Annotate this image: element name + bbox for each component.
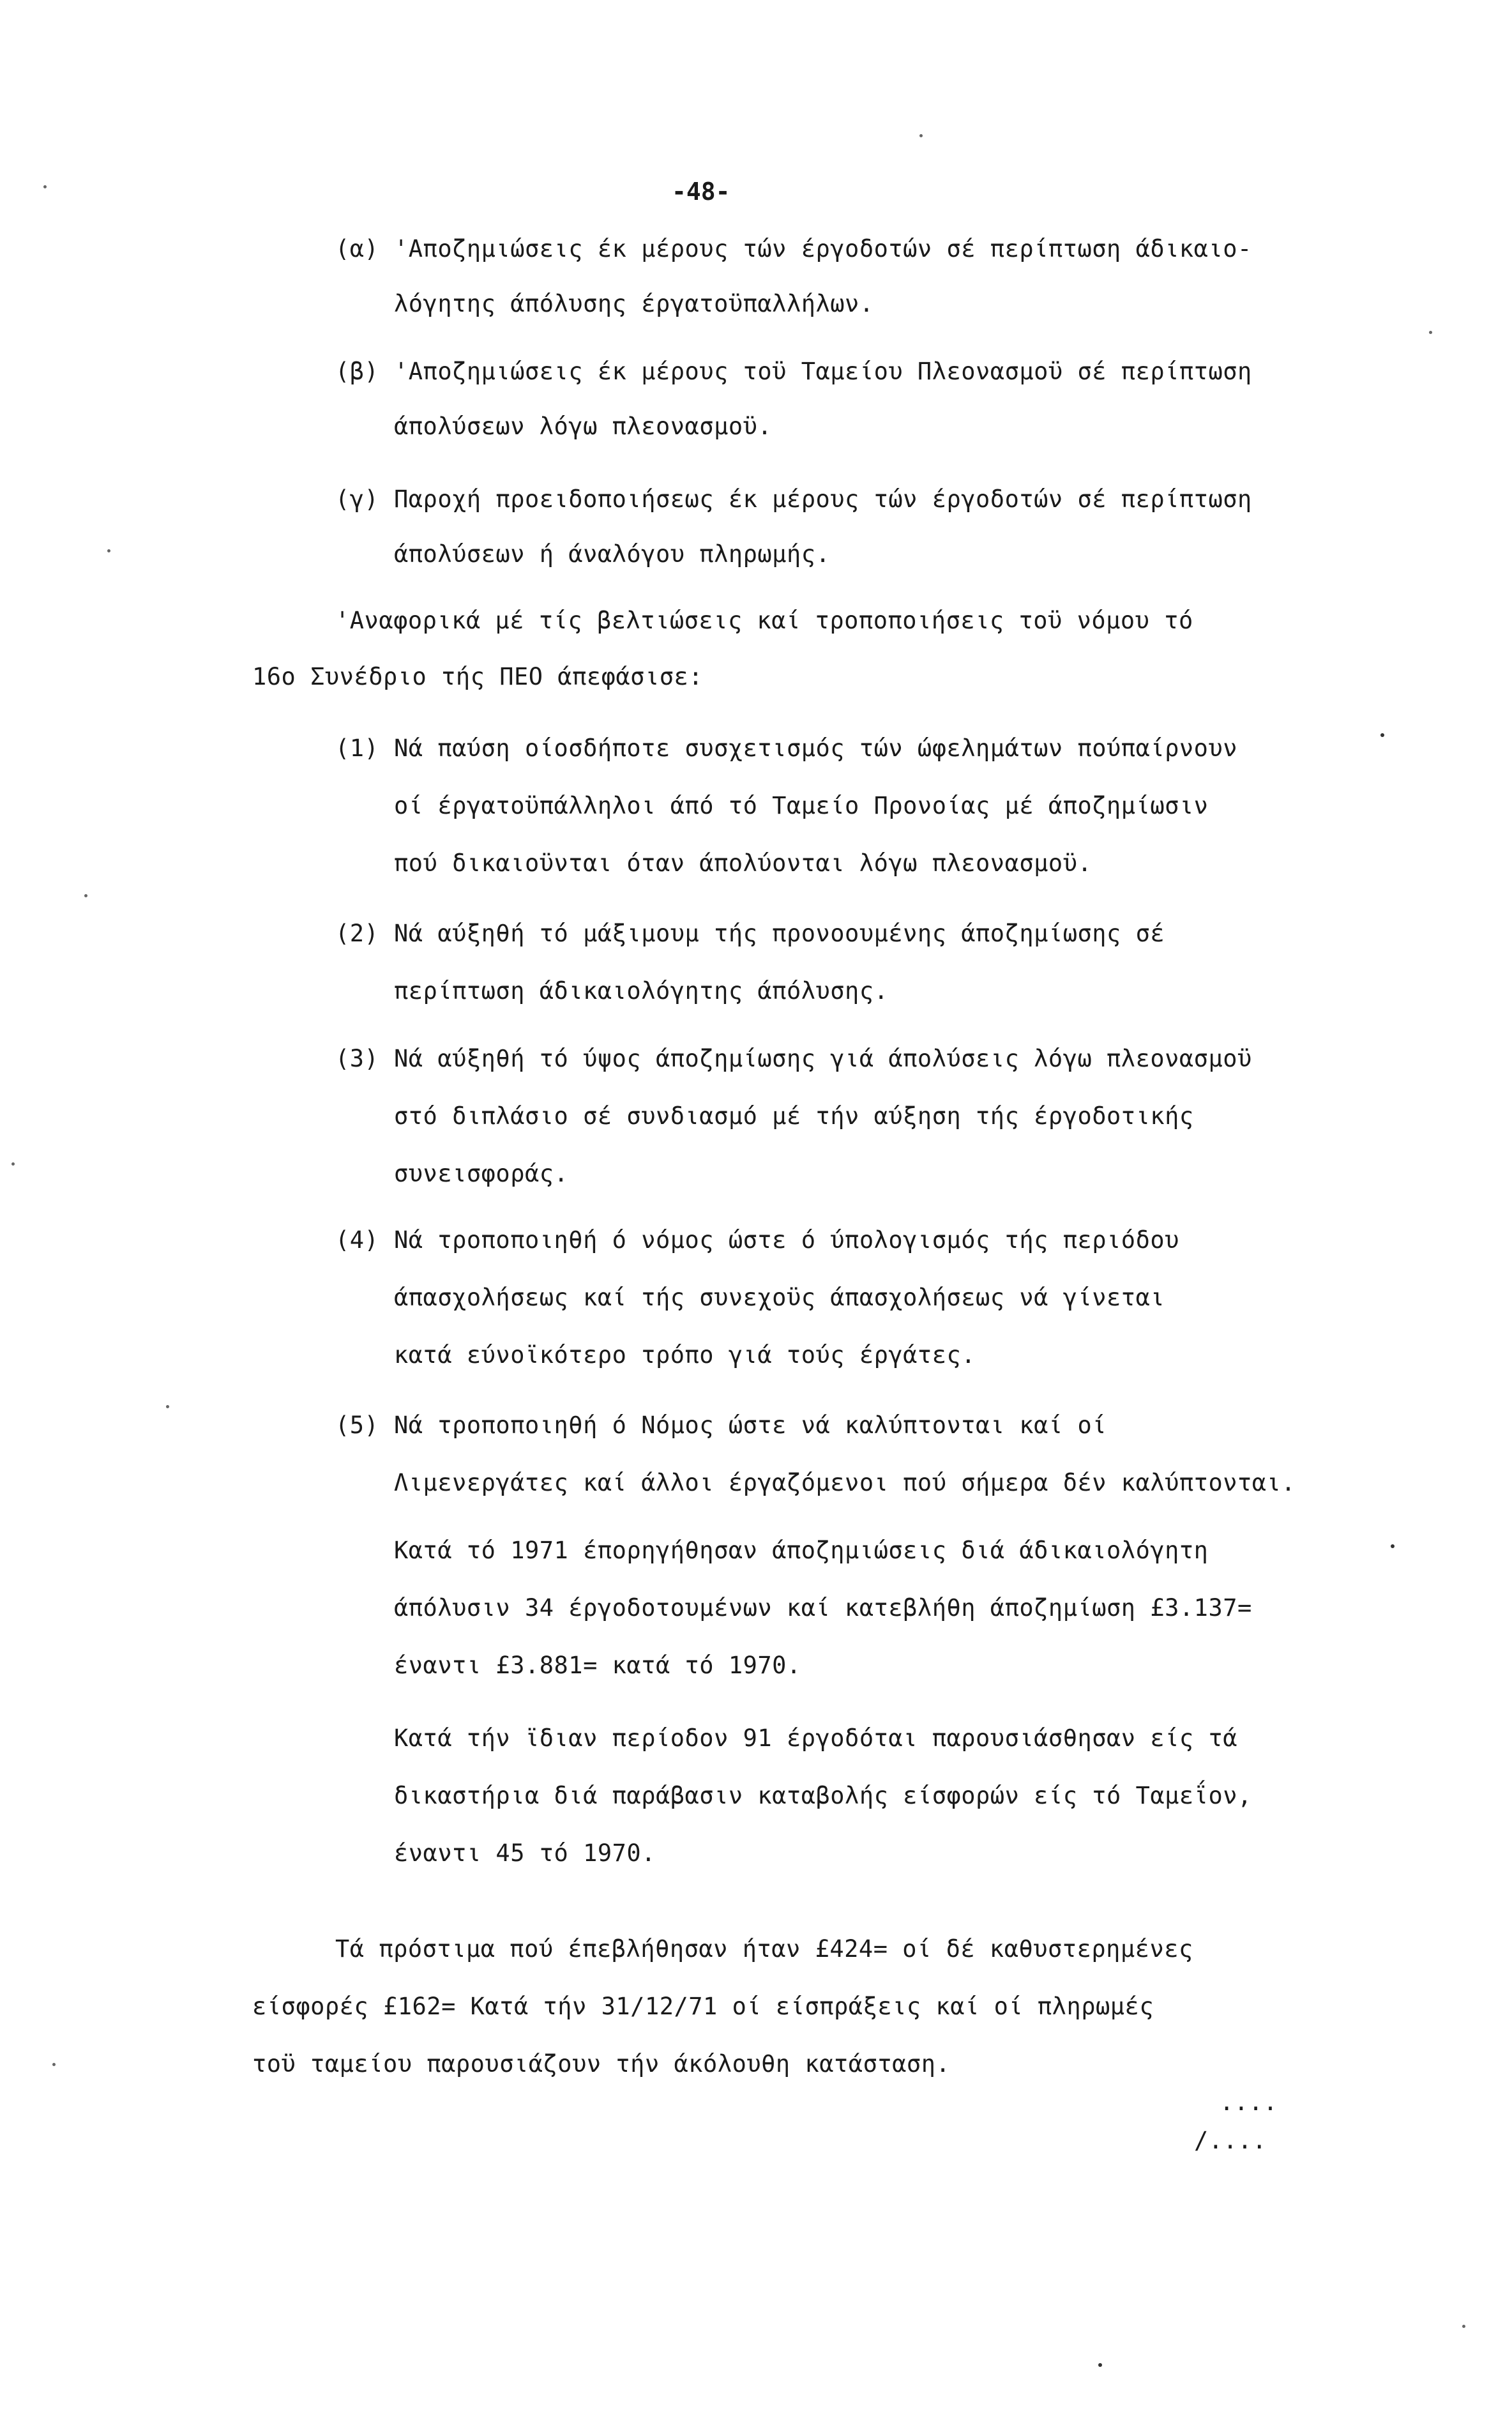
paragraph-1971-line-2: άπόλυσιν 34 έργοδοτουμένων καί κατεβλήθη άποζημίωση £3.137=: [394, 1594, 1252, 1622]
paragraph-1971-line-1: Κατά τό 1971 έπορηγήθησαν άποζημιώσεις διά άδικαιολόγητη: [394, 1537, 1209, 1564]
resolution-4-line-2: άπασχολήσεως καί τής συνεχοϋς άπασχολήσεως νά γίνεται: [394, 1284, 1165, 1311]
item-beta-line-1: (β) 'Αποζημιώσεις έκ μέρους τοϋ Ταμείου Πλεονασμοϋ σέ περίπτωση: [335, 358, 1252, 385]
scan-speck: [43, 185, 47, 188]
resolution-2-line-1: (2) Νά αύξηθή τό μάξιμουμ τής προνοουμένης άποζημίωσης σέ: [335, 920, 1165, 947]
scan-speck: [1429, 331, 1432, 334]
scan-speck: [919, 134, 923, 137]
resolution-1-line-2: οί έργατοϋπάλληλοι άπό τό Ταμείο Προνοίας μέ άποζημίωσιν: [394, 792, 1209, 819]
resolution-3-line-3: συνεισφοράς.: [394, 1160, 569, 1187]
resolution-2-line-2: περίπτωση άδικαιολόγητης άπόλυσης.: [394, 977, 889, 1005]
paragraph-courts-line-1: Κατά τήν ϊδιαν περίοδον 91 έργοδόται παρουσιάσθησαν είς τά: [394, 1724, 1238, 1752]
item-beta-line-2: άπολύσεων λόγω πλεονασμοϋ.: [394, 413, 773, 440]
scan-speck: [107, 549, 110, 552]
resolution-4-line-3: κατά εύνοϊκότερο τρόπο γιά τούς έργάτες.: [394, 1341, 976, 1369]
item-gamma-label: (γ): [335, 485, 379, 513]
paragraph-fines-line-1: Τά πρόστιμα πού έπεβλήθησαν ήταν £424= οί δέ καθυστερημένες: [335, 1935, 1193, 1963]
scan-mark: [1391, 1544, 1395, 1548]
paragraph-fines-line-2: είσφορές £162= Κατά τήν 31/12/71 οί είσπράξεις καί οί πληρωμές: [252, 1993, 1154, 2020]
resolution-2-label: (2): [335, 920, 379, 947]
resolution-5-line-2: Λιμενεργάτες καί άλλοι έργαζόμενοι πού σήμερα δέν καλύπτονται.: [394, 1469, 1296, 1496]
scan-mark: [1380, 733, 1384, 737]
item-gamma-line-2: άπολύσεων ή άναλόγου πληρωμής.: [394, 540, 831, 568]
item-beta-label: (β): [335, 358, 379, 385]
page-number: -48-: [672, 178, 730, 206]
resolution-3-line-1: (3) Νά αύξηθή τό ύψος άποζημίωσης γιά άπολύσεις λόγω πλεονασμοϋ: [335, 1045, 1252, 1072]
resolution-4-label: (4): [335, 1226, 379, 1254]
continuation-marker: /....: [1194, 2127, 1267, 2154]
item-alpha-line-2: λόγητης άπόλυσης έργατοϋπαλλήλων.: [394, 290, 874, 317]
scan-speck: [84, 894, 87, 897]
paragraph-fines-line-3: τοϋ ταμείου παρουσιάζουν τήν άκόλουθη κατάσταση.: [252, 2050, 951, 2078]
scan-speck: [52, 2063, 56, 2066]
resolution-5-line-1: (5) Νά τροποποιηθή ό Νόμος ώστε νά καλύπτονται καί οί: [335, 1411, 1107, 1439]
paragraph-courts-line-2: δικαστήρια διά παράβασιν καταβολής είσφορών είς τό Ταμεΐον,: [394, 1782, 1252, 1809]
item-gamma-line-1: (γ) Παροχή προειδοποιήσεως έκ μέρους τών έργοδοτών σέ περίπτωση: [335, 485, 1252, 513]
resolution-1-line-3: πού δικαιοϋνται όταν άπολύονται λόγω πλεονασμοϋ.: [394, 849, 1092, 877]
item-alpha-label: (α): [335, 235, 379, 262]
intro-line-1: 'Αναφορικά μέ τίς βελτιώσεις καί τροποποιήσεις τοϋ νόμου τό: [335, 607, 1193, 634]
resolution-3-label: (3): [335, 1045, 379, 1072]
resolution-1-line-1: (1) Νά παύση οίοσδήποτε συσχετισμός τών ώφελημάτων πούπαίρνουν: [335, 734, 1238, 762]
resolution-3-line-2: στό διπλάσιο σέ συνδιασμό μέ τήν αύξηση τής έργοδοτικής: [394, 1102, 1194, 1130]
resolution-1-label: (1): [335, 734, 379, 762]
scan-speck: [1462, 2325, 1465, 2328]
scan-speck: [11, 1162, 15, 1166]
scan-speck: [166, 1405, 169, 1408]
resolution-4-line-1: (4) Νά τροποποιηθή ό νόμος ώστε ό ύπολογισμός τής περιόδου: [335, 1226, 1179, 1254]
item-alpha-line-1: (α) 'Αποζημιώσεις έκ μέρους τών έργοδοτών σέ περίπτωση άδικαιο-: [335, 235, 1252, 262]
resolution-5-label: (5): [335, 1411, 379, 1439]
paragraph-1971-line-3: έναντι £3.881= κατά τό 1970.: [394, 1652, 801, 1679]
continuation-dots: ....: [1220, 2088, 1278, 2116]
intro-line-2: 16ο Συνέδριο τής ΠΕΟ άπεφάσισε:: [252, 663, 704, 690]
paragraph-courts-line-3: έναντι 45 τό 1970.: [394, 1839, 656, 1867]
scan-mark: [1098, 2363, 1102, 2367]
